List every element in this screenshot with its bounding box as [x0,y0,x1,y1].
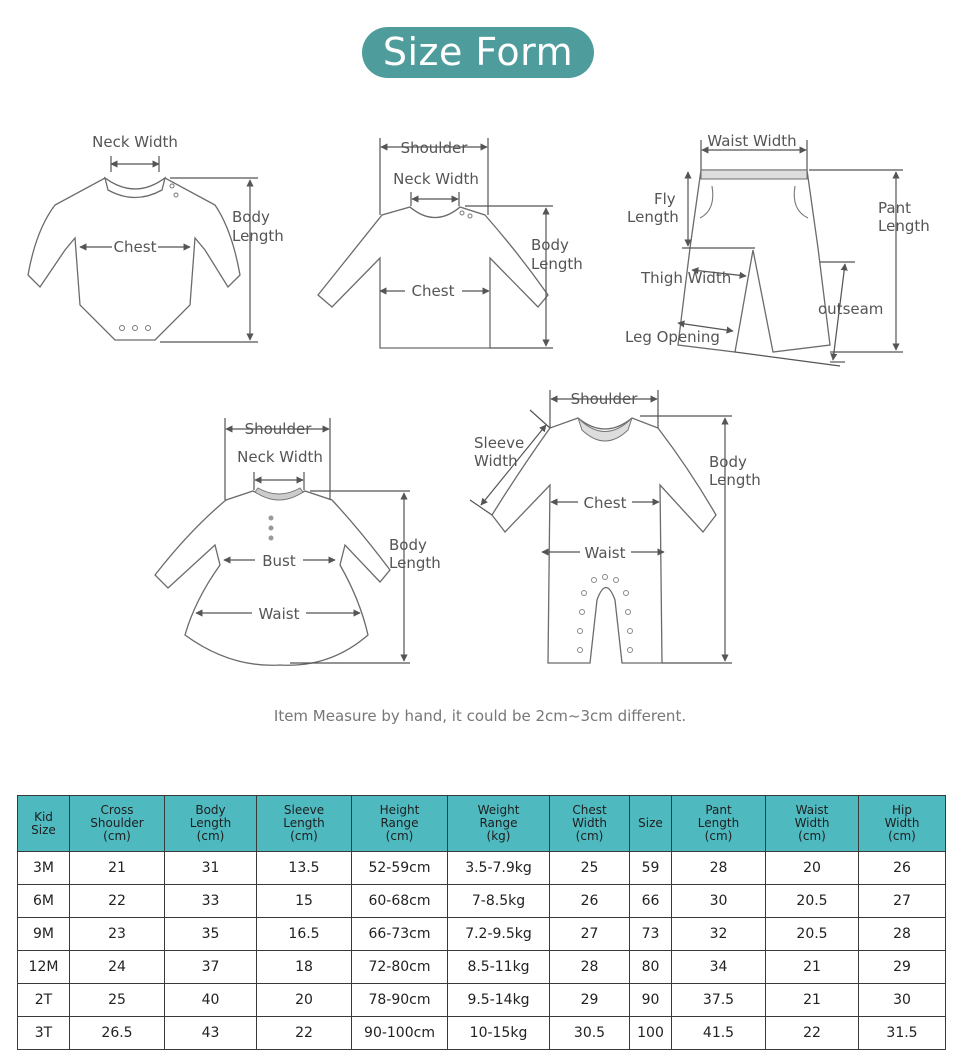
column-header: Size [630,796,672,852]
table-cell: 22 [257,1017,352,1050]
top-shoulder-label: Shoulder [400,139,468,157]
pants-fly-length-label-2: Length [627,208,679,226]
table-cell: 60-68cm [352,885,448,918]
dress-body-length-label-2: Length [389,554,441,572]
top-outline [318,207,548,348]
table-cell: 90 [630,984,672,1017]
column-header: Height Range (cm) [352,796,448,852]
table-cell: 29 [550,984,630,1017]
table-cell: 25 [70,984,165,1017]
column-header: Body Length (cm) [165,796,257,852]
pants-outline [678,170,830,352]
table-cell: 18 [257,951,352,984]
table-cell: 21 [766,951,859,984]
romper-shoulder-label: Shoulder [570,390,638,408]
table-cell: 31 [165,852,257,885]
pants-diagram [625,132,930,366]
table-cell: 41.5 [672,1017,766,1050]
table-cell: 40 [165,984,257,1017]
table-cell: 80 [630,951,672,984]
column-header: Weight Range (kg) [448,796,550,852]
table-cell: 26 [859,852,946,885]
table-cell: 73 [630,918,672,951]
top-diagram [318,138,583,348]
table-cell: 90-100cm [352,1017,448,1050]
table-cell: 35 [165,918,257,951]
table-cell: 34 [672,951,766,984]
dress-body-length-label-1: Body [389,536,427,554]
bodysuit-diagram [28,133,284,342]
table-cell: 30 [859,984,946,1017]
top-body-length-label-2: Length [531,255,583,273]
table-row [18,984,946,1017]
page-title: Size Form [362,27,594,78]
top-neck-width-label: Neck Width [393,170,479,188]
bodysuit-body-length-label-2: Length [232,227,284,245]
bodysuit-neck-width-label: Neck Width [92,133,178,151]
column-header: Kid Size [18,796,70,852]
measurement-note: Item Measure by hand, it could be 2cm~3cm different. [273,707,687,725]
column-header: Waist Width (cm) [766,796,859,852]
pants-fly-length-label-1: Fly [654,190,676,208]
table-cell: 28 [672,852,766,885]
size-table-body [18,852,946,1050]
table-cell: 15 [257,885,352,918]
table-row [18,918,946,951]
table-row [18,951,946,984]
column-header: Cross Shoulder (cm) [70,796,165,852]
pants-leg-opening-label: Leg Opening [625,328,720,346]
table-cell: 31.5 [859,1017,946,1050]
table-cell: 27 [859,885,946,918]
table-cell: 30.5 [550,1017,630,1050]
romper-sleeve-width-label-1: Sleeve [474,434,525,452]
table-row [18,885,946,918]
header-row [18,796,946,852]
romper-waist-label: Waist [584,544,626,562]
table-cell: 66 [630,885,672,918]
romper-outline [492,418,716,663]
table-cell: 21 [70,852,165,885]
dress-neck-width-label: Neck Width [237,448,323,466]
size-table-header [18,796,946,852]
table-cell: 20.5 [766,885,859,918]
table-cell: 27 [550,918,630,951]
table-cell: 6M [18,885,70,918]
column-header: Pant Length (cm) [672,796,766,852]
romper-diagram [470,390,761,663]
table-cell: 78-90cm [352,984,448,1017]
bodysuit-body-length-label-1: Body [232,208,270,226]
table-cell: 32 [672,918,766,951]
table-cell: 22 [766,1017,859,1050]
bodysuit-chest-label: Chest [113,238,157,256]
table-cell: 26.5 [70,1017,165,1050]
table-row [18,852,946,885]
table-cell: 28 [550,951,630,984]
table-cell: 21 [766,984,859,1017]
bodysuit-outline [28,178,240,340]
table-cell: 24 [70,951,165,984]
table-cell: 8.5-11kg [448,951,550,984]
table-cell: 13.5 [257,852,352,885]
pants-pant-length-label-2: Length [878,217,930,235]
size-table [17,795,946,1050]
column-header: Chest Width (cm) [550,796,630,852]
top-chest-label: Chest [411,282,455,300]
column-header: Sleeve Length (cm) [257,796,352,852]
table-cell: 7-8.5kg [448,885,550,918]
table-cell: 10-15kg [448,1017,550,1050]
table-cell: 25 [550,852,630,885]
table-row [18,1017,946,1050]
table-cell: 20 [766,852,859,885]
table-cell: 12M [18,951,70,984]
pants-thigh-width-label: Thigh Width [641,269,732,287]
table-cell: 29 [859,951,946,984]
table-cell: 7.2-9.5kg [448,918,550,951]
top-body-length-label-1: Body [531,236,569,254]
table-cell: 100 [630,1017,672,1050]
romper-body-length-label-2: Length [709,471,761,489]
dress-diagram [155,418,441,665]
table-cell: 37.5 [672,984,766,1017]
table-cell: 52-59cm [352,852,448,885]
table-cell: 26 [550,885,630,918]
table-cell: 16.5 [257,918,352,951]
table-cell: 20 [257,984,352,1017]
dress-bust-label: Bust [262,552,296,570]
table-cell: 20.5 [766,918,859,951]
table-cell: 43 [165,1017,257,1050]
table-cell: 3.5-7.9kg [448,852,550,885]
table-cell: 9.5-14kg [448,984,550,1017]
dress-waist-label: Waist [258,605,300,623]
table-cell: 3T [18,1017,70,1050]
pants-outseam-label: outseam [818,300,884,318]
table-cell: 2T [18,984,70,1017]
table-cell: 3M [18,852,70,885]
table-cell: 9M [18,918,70,951]
column-header: Hip Width (cm) [859,796,946,852]
table-cell: 30 [672,885,766,918]
table-cell: 59 [630,852,672,885]
pants-waist-width-label: Waist Width [707,132,797,150]
table-cell: 22 [70,885,165,918]
dress-shoulder-label: Shoulder [244,420,312,438]
table-cell: 72-80cm [352,951,448,984]
table-cell: 66-73cm [352,918,448,951]
romper-chest-label: Chest [583,494,627,512]
table-cell: 23 [70,918,165,951]
romper-body-length-label-1: Body [709,453,747,471]
table-cell: 37 [165,951,257,984]
pants-pant-length-label-1: Pant [878,199,911,217]
table-cell: 28 [859,918,946,951]
table-cell: 33 [165,885,257,918]
romper-sleeve-width-label-2: Width [474,452,518,470]
